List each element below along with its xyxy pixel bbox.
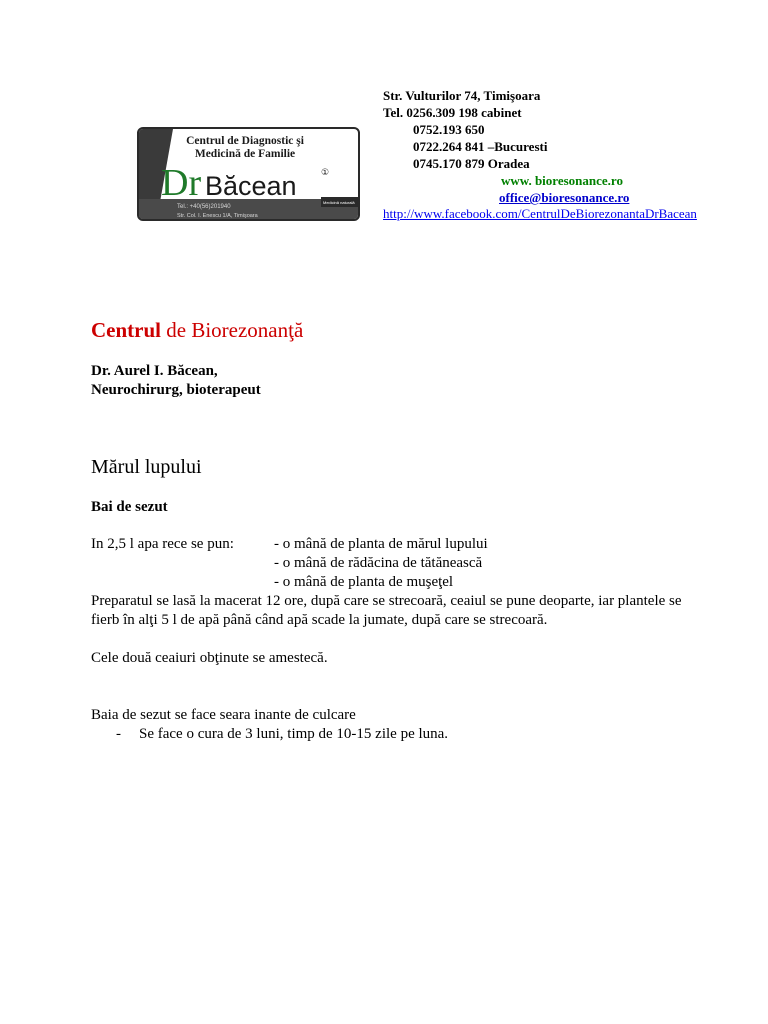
author-name: Dr. Aurel I. Băcean,: [91, 363, 218, 379]
logo-brand-name: Băcean: [205, 171, 297, 201]
contact-phone-3: 0722.264 841 –Bucuresti: [413, 139, 548, 154]
contact-address: Str. Vulturilor 74, Timişoara: [383, 88, 541, 103]
logo-line-2: Medicină de Familie: [194, 148, 296, 160]
contact-phone-4: 0745.170 879 Oradea: [413, 156, 530, 171]
author-block: [91, 362, 691, 400]
ingredient-row: [91, 554, 691, 573]
ingredients-list: [91, 535, 691, 744]
clinic-logo: [137, 127, 360, 221]
paragraph-mix: Cele două ceaiuri obţinute se amestecă.: [91, 650, 328, 666]
document-title: Mărul lupului: [91, 456, 202, 478]
logo-phone: Tel.: +40(56)201940: [177, 204, 231, 210]
document-subtitle: Bai de sezut: [91, 499, 168, 515]
ingredient-item: - o mână de rădăcina de tătănească: [274, 555, 483, 571]
author-title: Neurochirurg, bioterapeut: [91, 382, 261, 398]
bullet-text: Se face o cura de 3 luni, timp de 10-15 zile pe luna.: [139, 726, 449, 742]
logo-brand-prefix: Dr: [161, 162, 202, 204]
logo-tag: Medicină naturală: [323, 200, 355, 205]
heading-rest: de Biorezonanţă: [161, 318, 304, 342]
bullet-dash: -: [116, 726, 121, 742]
bullet-item: [91, 725, 691, 744]
logo-graphic: [139, 129, 358, 219]
logo-address: Str. Col. I. Enescu 1/A, Timişoara: [177, 213, 258, 219]
heading-bold: Centrul: [91, 318, 161, 342]
paragraph-preparation: Preparatul se lasă la macerat 12 ore, după care se strecoară, ceaiul se pune deoparte, iar plantele se fierb în alţi 5 l de apă până când apă scade la jumate, după care se strecoară.: [91, 593, 682, 628]
logo-line-1: Centrul de Diagnostic şi: [186, 135, 304, 147]
contact-block: [383, 87, 755, 222]
ingredients-lead: In 2,5 l apa rece se pun:: [91, 536, 234, 552]
facebook-link[interactable]: http://www.facebook.com/CentrulDeBiorezonantaDrBacean: [383, 206, 697, 221]
document-body: [91, 316, 691, 744]
logo-registered-mark: ①: [321, 168, 330, 178]
ingredient-row: [91, 535, 691, 554]
ingredient-row: [91, 573, 691, 592]
centre-heading: [91, 316, 691, 344]
contact-phone-2: 0752.193 650: [413, 122, 485, 137]
contact-phone-main: Tel. 0256.309 198 cabinet: [383, 105, 522, 120]
paragraph-bath: Baia de sezut se face seara inante de culcare: [91, 707, 356, 723]
ingredient-item: - o mână de planta de mărul lupului: [274, 536, 488, 552]
ingredient-item: - o mână de planta de muşeţel: [274, 574, 454, 590]
email-link[interactable]: office@bioresonance.ro: [499, 190, 630, 205]
website-link[interactable]: www. bioresonance.ro: [501, 173, 623, 188]
